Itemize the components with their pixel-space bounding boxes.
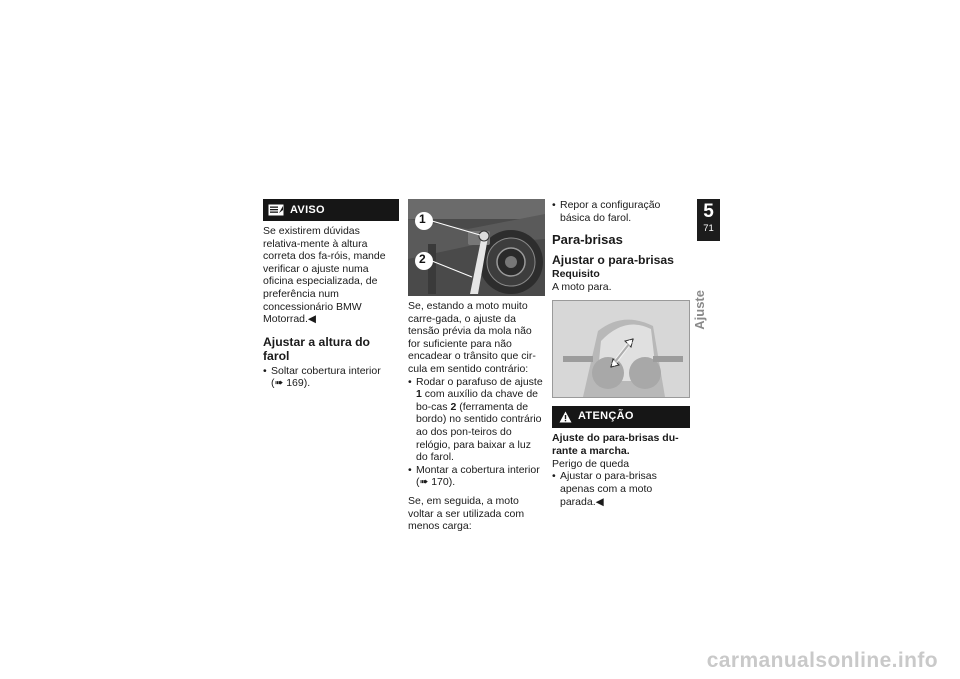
list-item [408,376,545,464]
paragraph-light-load: Se, em seguida, a moto voltar a ser utilizada com menos carga: [408,494,525,533]
page-reference: (➠ 170). [416,476,456,489]
warning-note-icon [268,204,284,216]
windshield-figure [552,300,690,398]
subsection-title: Ajustar o para-brisas [552,253,674,268]
headlight-adjust-figure [408,199,545,296]
warning-triangle-icon [559,411,572,423]
caution-banner [552,406,690,428]
figure-label-1: 1 [419,212,426,226]
bullet-text: Soltar cobertura interior [271,364,381,377]
warning-title: AVISO [290,203,325,216]
bullet-icon: • [408,375,412,388]
bullet-icon: • [263,364,267,377]
page-number: 71 [703,223,714,234]
chapter-badge [697,199,720,241]
bullet-text: Ajustar o para-brisas apenas com a moto parada.◀ [560,470,657,508]
column-1 [263,199,399,390]
warning-text: Se existirem dúvidas relativa-mente à altura correta dos fa-róis, mande verificar o ajuste numa oficina especializada, de preferência num concessionário BMW Motorrad.◀ [263,225,386,326]
bullet-text: Rodar o parafuso de ajuste 1 com auxílio da chave de bo-cas 2 (ferramenta de bordo) no sentido contrário ao dos pon-teiros do relógio, para baixar a luz do farol. [416,375,543,464]
requirement-text: A moto para. [552,281,612,294]
headlight-photo [408,199,545,296]
bullet-text: Repor a configuração básica do farol. [560,199,661,224]
column-2 [408,199,545,533]
chapter-title: Ajuste [692,290,707,330]
windshield-photo [553,301,689,397]
bullet-text: Montar a cobertura interior [416,463,540,476]
bullet-icon: • [552,199,556,211]
chapter-title-vertical [692,290,726,330]
watermark: carmanualsonline.info [706,649,938,672]
section-title: Para-brisas [552,232,623,248]
caution-title: ATENÇÃO [578,410,634,423]
heading-headlight-height: Ajustar a altura do farol [263,334,371,363]
figure-label-2: 2 [419,252,426,266]
bullet-icon: • [552,470,556,483]
page-reference: (➠ 169). [271,377,311,390]
paragraph-heavy-load: Se, estando a moto muito carre-gada, o ajuste da tensão prévia da mola não for suficiente para não encadear o trânsito que cir-cula em sentido contrário: [408,300,536,375]
list-item [408,464,545,489]
warning-banner [263,199,399,221]
list-item [263,365,399,390]
requirement-label: Requisito [552,268,600,281]
chapter-number: 5 [703,201,714,222]
caution-heading: Ajuste do para-brisas du-rante a marcha. [552,431,679,457]
caution-text: Perigo de queda [552,457,630,470]
list-item [552,199,690,224]
bullet-icon: • [408,463,412,476]
list-item [552,470,690,508]
column-3 [552,199,690,508]
